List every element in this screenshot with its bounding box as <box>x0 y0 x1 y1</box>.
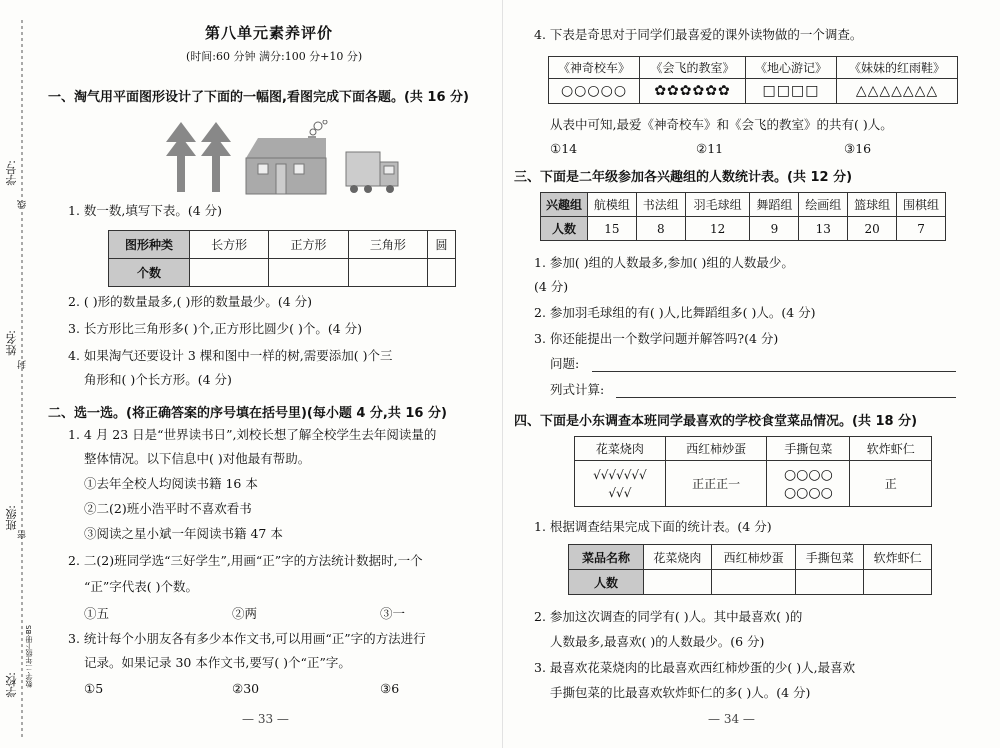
table-header-cell: 正方形 <box>269 231 348 259</box>
school-label: 学校: <box>5 672 18 698</box>
book-mark-squares: □□□□ <box>746 79 837 104</box>
group-name: 围棋组 <box>897 193 946 217</box>
section-3-q3: 3. 你还能提出一个数学问题并解答吗?(4 分) <box>534 331 779 346</box>
answer-cell[interactable] <box>864 570 932 595</box>
section-4-q2-line2: 人数最多,最喜欢( )的人数最少。(6 分) <box>550 634 765 649</box>
book-name: 《地心游记》 <box>746 57 837 79</box>
table-row-label: 个数 <box>109 259 190 287</box>
question-4-option-2: ②11 <box>696 141 724 156</box>
group-count: 15 <box>588 217 637 241</box>
question-1-2: 2. ( )形的数量最多,( )形的数量最少。(4 分) <box>68 294 313 309</box>
answer-cell[interactable] <box>711 570 795 595</box>
section-4-q3-line2: 手撕包菜的比最喜欢软炸虾仁的多( )人。(4 分) <box>550 685 811 700</box>
group-count: 12 <box>685 217 750 241</box>
choice-2-line1: 2. 二(2)班同学选“三好学生”,用画“正”字的方法统计数据时,一个 <box>68 553 423 568</box>
dish-name: 软炸虾仁 <box>864 545 932 570</box>
book-mark-flowers: ✿✿✿✿✿✿ <box>640 79 746 104</box>
section-1-title: 一、淘气用平面图形设计了下面的一幅图,看图完成下面各题。(共 16 分) <box>48 90 469 105</box>
group-count: 9 <box>750 217 799 241</box>
page-number-left: — 33 — <box>242 712 289 726</box>
choice-1-option-2: ②二(2)班小浩平时不喜欢看书 <box>84 501 252 516</box>
answer-cell[interactable] <box>644 570 712 595</box>
truck <box>346 152 398 193</box>
question-4-option-3: ③16 <box>844 141 872 156</box>
answer-cell[interactable] <box>190 259 269 287</box>
answer-cell[interactable] <box>796 570 864 595</box>
book-name: 《神奇校车》 <box>549 57 640 79</box>
dish-name: 花菜烧肉 <box>575 437 666 461</box>
binding-strip <box>0 0 40 748</box>
binding-xian: 线 <box>18 200 28 209</box>
group-count: 8 <box>636 217 685 241</box>
student-name-label: 姓名: <box>5 330 18 356</box>
tally-checks-row2: √√√ <box>608 485 632 500</box>
choice-1-option-1: ①去年全校人均阅读书籍 16 本 <box>84 476 258 491</box>
shape-picture <box>160 120 410 196</box>
binding-dashed-line <box>0 0 40 748</box>
group-count: 7 <box>897 217 946 241</box>
page-title: 第八单元素养评价 <box>205 24 334 42</box>
choice-3-line2: 记录。如果记录 30 本作文书,要写( )个“正”字。 <box>84 655 351 670</box>
dish-stat-table <box>568 544 932 595</box>
book-mark-circles: ○○○○○ <box>549 79 640 104</box>
tree-right <box>201 122 231 192</box>
question-4-ask: 从表中可知,最爱《神奇校车》和《会飞的教室》的共有( )人。 <box>550 117 893 132</box>
dish-name: 软炸虾仁 <box>850 437 932 461</box>
group-count: 13 <box>799 217 848 241</box>
choice-2-option-2: ②两 <box>232 606 258 621</box>
choice-3-option-2: ②30 <box>232 681 260 696</box>
section-4-q3-line1: 3. 最喜欢花菜烧肉的比最喜欢西红柿炒蛋的少( )人,最喜欢 <box>534 660 856 675</box>
table-row-label: 人数 <box>569 570 644 595</box>
group-name: 舞蹈组 <box>750 193 799 217</box>
question-1-1: 1. 数一数,填写下表。(4 分) <box>68 203 223 218</box>
dish-tally-table <box>574 436 932 507</box>
choice-3-option-1: ①5 <box>84 681 104 696</box>
shape-count-table <box>108 230 456 287</box>
problem-label: 问题: <box>550 356 580 371</box>
choice-3-line1: 3. 统计每个小朋友各有多少本作文书,可以用画“正”字的方法进行 <box>68 631 426 646</box>
book-mark-triangles: △△△△△△△ <box>837 79 958 104</box>
question-4-option-1: ①14 <box>550 141 578 156</box>
book-name: 《妹妹的红雨鞋》 <box>837 57 958 79</box>
table-header-cell: 兴趣组 <box>541 193 588 217</box>
section-4-title: 四、下面是小东调查本班同学最喜欢的学校食堂菜品情况。(共 18 分) <box>514 414 918 429</box>
calculation-answer-line[interactable] <box>616 397 956 398</box>
calculation-label: 列式计算: <box>550 382 605 397</box>
choice-2-option-3: ③一 <box>380 606 406 621</box>
table-header-cell: 三角形 <box>348 231 427 259</box>
answer-cell[interactable] <box>428 259 456 287</box>
section-4-q1: 1. 根据调查结果完成下面的统计表。(4 分) <box>534 519 772 534</box>
student-number-label: 学号: <box>5 160 18 186</box>
group-count: 20 <box>848 217 897 241</box>
page-number-right: — 34 — <box>708 712 755 726</box>
table-header-cell: 长方形 <box>190 231 269 259</box>
group-name: 书法组 <box>636 193 685 217</box>
dish-name: 手撕包菜 <box>767 437 850 461</box>
section-3-q1-line1: 1. 参加( )组的人数最多,参加( )组的人数最少。 <box>534 255 794 270</box>
table-header-cell: 图形种类 <box>109 231 190 259</box>
exam-time-info: (时间:60 分钟 满分:100 分+10 分) <box>186 50 363 63</box>
binding-feng: 封 <box>18 360 28 369</box>
tree-left <box>166 122 196 192</box>
group-name: 篮球组 <box>848 193 897 217</box>
section-2-title: 二、选一选。(将正确答案的序号填在括号里)(每小题 4 分,共 16 分) <box>48 406 447 421</box>
table-header-cell: 菜品名称 <box>569 545 644 570</box>
dish-name: 花菜烧肉 <box>644 545 712 570</box>
question-1-4-line1: 4. 如果淘气还要设计 3 棵和图中一样的树,需要添加( )个三 <box>68 348 393 363</box>
house <box>246 120 327 194</box>
tally-zheng-shrimp: 正 <box>850 461 932 507</box>
book-survey-table <box>548 56 958 104</box>
dish-name: 西红柿炒蛋 <box>711 545 795 570</box>
problem-answer-line[interactable] <box>592 371 956 372</box>
table-header-cell: 圆 <box>428 231 456 259</box>
page-fold <box>502 0 503 748</box>
section-3-title: 三、下面是二年级参加各兴趣组的人数统计表。(共 12 分) <box>514 170 853 185</box>
choice-3-option-3: ③6 <box>380 681 400 696</box>
choice-1-option-3: ③阅读之星小斌一年阅读书籍 47 本 <box>84 526 283 541</box>
dish-name: 西红柿炒蛋 <box>665 437 767 461</box>
choice-1-line2: 整体情况。以下信息中( )对他最有帮助。 <box>84 451 311 466</box>
section-4-q2-line1: 2. 参加这次调查的同学有( )人。其中最喜欢( )的 <box>534 609 803 624</box>
choice-1-line1: 1. 4 月 23 日是“世界读书日”,刘校长想了解全校学生去年阅读量的 <box>68 427 437 442</box>
choice-2-option-1: ①五 <box>84 606 110 621</box>
tally-circles-row1: ○○○○ <box>783 466 833 483</box>
book-name: 《会飞的教室》 <box>640 57 746 79</box>
section-3-q1-line2: (4 分) <box>534 279 569 294</box>
section-3-q2: 2. 参加羽毛球组的有( )人,比舞蹈组多( )人。(4 分) <box>534 305 816 320</box>
binding-small-text: 数学·二年级下册·BS <box>25 625 33 688</box>
table-row-label: 人数 <box>541 217 588 241</box>
dish-name: 手撕包菜 <box>796 545 864 570</box>
group-name: 羽毛球组 <box>685 193 750 217</box>
group-name: 绘画组 <box>799 193 848 217</box>
tally-zheng-tomato: 正正正一 <box>665 461 767 507</box>
tally-checks-row1: √√√√√√√ <box>593 467 647 482</box>
tally-circles-row2: ○○○○ <box>783 484 833 501</box>
interest-group-table <box>540 192 946 241</box>
question-1-4-line2: 角形和( )个长方形。(4 分) <box>84 372 232 387</box>
choice-2-line2: “正”字代表( )个数。 <box>84 579 199 594</box>
answer-cell[interactable] <box>348 259 427 287</box>
answer-cell[interactable] <box>269 259 348 287</box>
question-1-3: 3. 长方形比三角形多( )个,正方形比圆少( )个。(4 分) <box>68 321 363 336</box>
question-4-title: 4. 下表是奇思对于同学们最喜爱的课外读物做的一个调查。 <box>534 27 863 42</box>
group-name: 航模组 <box>588 193 637 217</box>
class-label: 班级: <box>5 505 18 531</box>
binding-mi: 密 <box>18 530 28 539</box>
